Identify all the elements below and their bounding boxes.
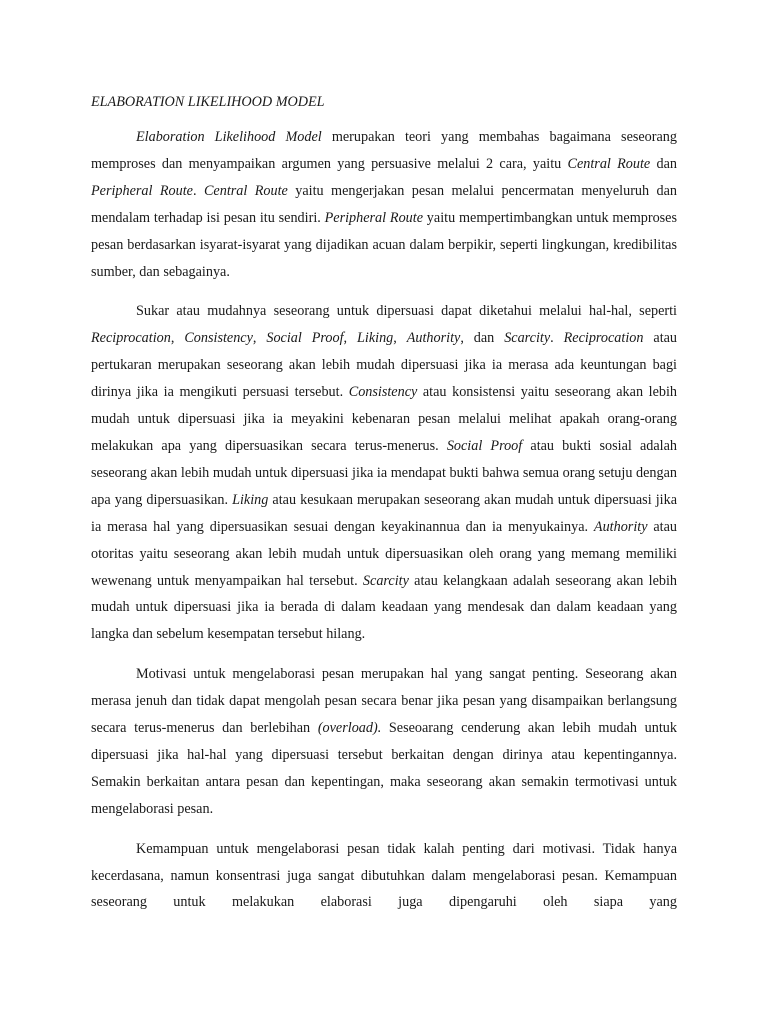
italic-term: Consistency xyxy=(348,384,418,401)
text-run: yaitu mempertimbangkan untuk memproses pesan berdasarkan isyarat-isyarat yang dijadikan acuan dalam berpikir, seperti lingkungan, kredibilitas sumber, dan sebagainya. xyxy=(91,209,677,280)
italic-term: (overload). xyxy=(317,720,382,737)
italic-term: Scarcity xyxy=(362,572,409,589)
italic-term: Reciprocation xyxy=(563,330,644,347)
italic-term: Central Route xyxy=(203,182,288,199)
text-run: atau otoritas yaitu seseorang akan lebih mudah untuk dipersuasikan oleh orang yang memang memiliki wewenang untuk menyampaikan hal tersebut. xyxy=(91,518,677,589)
italic-term: Liking xyxy=(357,330,394,347)
text-run: , xyxy=(343,330,357,347)
text-run: . xyxy=(550,330,564,347)
text-run: atau kesukaan merupakan seseorang akan mudah untuk dipersuasi jika ia merasa hal yang dipersuasikan sesuai dengan keyakinannua dan ia menyukainya. xyxy=(91,491,677,535)
italic-term: Social Proof xyxy=(266,330,344,347)
italic-term: Reciprocation xyxy=(91,330,171,347)
italic-term: Elaboration Likelihood Model xyxy=(136,129,322,145)
document-page xyxy=(91,92,677,916)
text-run: atau konsistensi yaitu seseorang akan lebih mudah untuk dipersuasi jika ia meyakini kebenaran pesan melalui melihat apakah orang-orang melakukan apa yang dipersuasikan secara terus-menerus. xyxy=(91,384,677,454)
text-run: Kemampuan untuk mengelaborasi pesan tidak kalah penting dari motivasi. Tidak hanya kecerdasana, namun konsentrasi juga sangat dibutuhkan dalam mengelaborasi pesan. Kemampuan seseorang untuk melakukan elaborasi juga dipengaruhi oleh siapa yang xyxy=(91,840,677,911)
text-run: , xyxy=(252,330,267,347)
paragraph xyxy=(91,298,677,648)
italic-term: Central Route xyxy=(567,155,651,172)
text-run: , xyxy=(393,330,407,347)
italic-term: Liking xyxy=(232,491,269,508)
italic-term: Peripheral Route xyxy=(91,182,193,199)
paragraph xyxy=(91,124,677,285)
text-run: yaitu mengerjakan pesan melalui pencermatan menyeluruh dan mendalam terhadap isi pesan itu sendiri. xyxy=(91,182,678,226)
paragraph xyxy=(91,836,677,917)
text-run: Motivasi untuk mengelaborasi pesan merupakan hal yang sangat penting. Seseorang akan merasa jenuh dan tidak dapat mengolah pesan secara benar jika pesan yang disampaikan berlangsung secara terus-menerus dan berlebihan xyxy=(91,666,677,737)
text-run: atau pertukaran merupakan seseorang akan lebih mudah dipersuasi jika ia merasa ada keuntungan bagi dirinya jika ia mengikuti persuasi tersebut. xyxy=(91,330,678,401)
italic-term: Authority xyxy=(593,518,648,535)
italic-term: Consistency xyxy=(184,330,253,347)
paragraph xyxy=(91,661,677,822)
text-run: Seseoarang cenderung akan lebih mudah untuk dipersuasi jika hal-hal yang dipersuasi tersebut berkaitan dengan dirinya atau kepentingannya. Semakin berkaitan antara pesan dan kepentingan, maka seseorang akan semakin termotivasi untuk mengelaborasi pesan. xyxy=(91,720,677,817)
italic-term: Social Proof xyxy=(446,437,523,454)
italic-term: Scarcity xyxy=(504,330,551,347)
document-heading: ELABORATION LIKELIHOOD MODEL xyxy=(91,94,325,110)
text-run: atau bukti sosial adalah seseorang akan lebih mudah untuk dipersuasi jika ia mendapat bukti bahwa semua orang setuju dengan apa yang dipersuasikan. xyxy=(91,437,677,508)
text-run: merupakan teori yang membahas bagaimana seseorang memproses dan menyampaikan argumen yang persuasive melalui 2 cara, yaitu xyxy=(91,129,677,172)
text-run: dan xyxy=(650,155,677,172)
italic-term: Peripheral Route xyxy=(324,209,423,226)
italic-term: Authority xyxy=(406,330,461,347)
text-run: atau kelangkaan adalah seseorang akan lebih mudah untuk dipersuasi jika ia berada di dalam keadaan yang mendesak dan dalam keadaan yang langka dan sebelum kesempatan tersebut hilang. xyxy=(91,572,677,643)
text-run: Sukar atau mudahnya seseorang untuk dipersuasi dapat diketahui melalui hal-hal, seperti xyxy=(136,303,677,320)
text-run: , dan xyxy=(460,330,505,347)
text-run: , xyxy=(170,330,185,347)
text-run: . xyxy=(192,182,204,199)
